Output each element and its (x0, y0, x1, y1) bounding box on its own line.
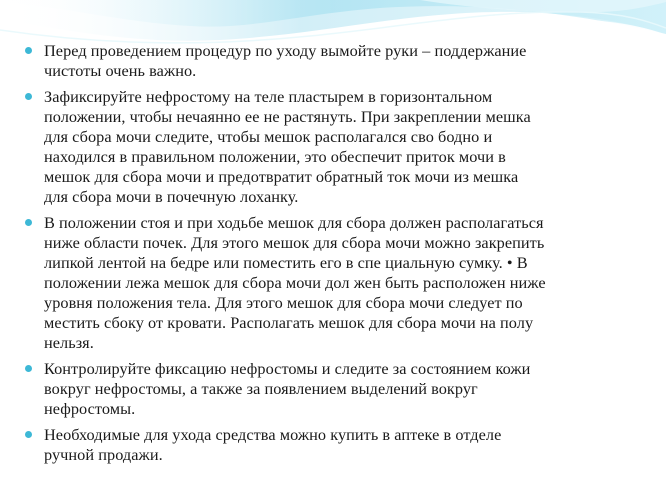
list-item (20, 213, 640, 353)
bullet-list (20, 41, 640, 471)
bullet-text: Перед проведением процедур по уходу вымойте руки – поддержание чистоты очень важно. (44, 41, 527, 80)
bullet-dot-icon (25, 365, 32, 372)
list-item (20, 87, 640, 207)
list-item (20, 359, 640, 419)
list-item (20, 425, 640, 465)
bullet-text: В положении стоя и при ходьбе мешок для сбора должен располагаться ниже области почек. Для этого мешок для сбора мочи можно закрепить липкой лентой на бедре или поместить его в спе циальную сумку. • В положении лежа мешок для сбора мочи дол жен быть расположен ниже уровня положения тела. Для этого мешок для сбора мочи следует по местить сбоку от кровати. Располагать мешок для сбора мочи на полу нельзя. (44, 213, 546, 352)
bullet-dot-icon (25, 431, 32, 438)
bullet-text: Зафиксируйте нефростому на теле пластырем в горизонтальном положении, чтобы нечаянно ее не растянуть. При закреплении мешка для сбора мочи следите, чтобы мешок располагался сво бодно и находился в правильном положении, это обеспечит приток мочи в мешок для сбора мочи и предотвратит обратный ток мочи из мешка для сбора мочи в почечную лоханку. (44, 87, 531, 206)
bullet-dot-icon (25, 47, 32, 54)
bullet-dot-icon (25, 219, 32, 226)
list-item (20, 41, 640, 81)
bullet-dot-icon (25, 93, 32, 100)
bullet-text: Контролируйте фиксацию нефростомы и следите за состоянием кожи вокруг нефростомы, а также за появлением выделений вокруг нефростомы. (44, 359, 531, 418)
bullet-text: Необходимые для ухода средства можно купить в аптеке в отделе ручной продажи. (44, 425, 502, 464)
